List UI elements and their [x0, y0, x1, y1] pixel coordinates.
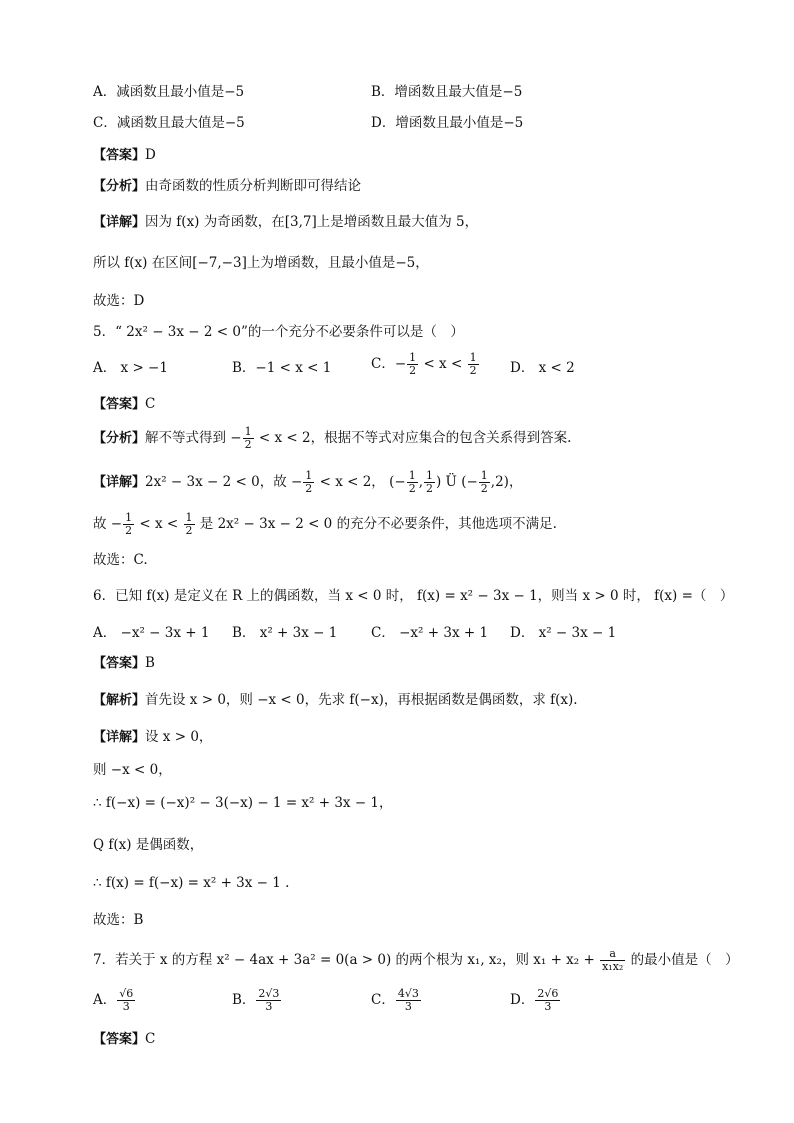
- fraction: [184, 512, 195, 537]
- q7-option-b: [232, 988, 282, 1013]
- answer-value: D: [145, 147, 156, 163]
- frac-den: 2: [409, 364, 417, 377]
- q5-option-a: A． x > −1: [93, 360, 168, 376]
- q6-detail-line-3: ∴ f(−x) = (−x)² − 3(−x) − 1 = x² + 3x − 1，: [93, 795, 393, 811]
- q6-answer: [93, 653, 155, 674]
- frac-den: 3: [122, 1000, 130, 1013]
- frac-num: 4√3: [397, 987, 419, 1000]
- q4-detail-line-2: 所以 f(x) 在区间[−7,−3]上为增函数，且最小值是−5，: [93, 255, 429, 271]
- frac-den: 2: [305, 482, 313, 495]
- analysis-text: 解不等式得到 −: [145, 430, 242, 446]
- q5-conclusion: 故选：C.: [93, 552, 148, 568]
- detail-text: 故 −: [93, 516, 123, 532]
- q6-option-c: C． −x² + 3x + 1: [371, 625, 489, 641]
- detail-text: ,2)，: [490, 474, 523, 490]
- q5-option-d: D． x < 2: [510, 360, 575, 376]
- option-expr: −1 < x < 1: [255, 360, 332, 376]
- frac-den: 2: [480, 482, 488, 495]
- q6-analysis: [93, 690, 578, 711]
- q6-detail-line-4: Q f(x) 是偶函数，: [93, 837, 204, 853]
- frac-num: 1: [125, 511, 133, 524]
- detail-text: ,: [418, 474, 423, 490]
- fraction: [535, 988, 560, 1013]
- q4-option-c: C．减函数且最大值是−5: [93, 115, 245, 131]
- detail-text: < x < 2，: [315, 474, 385, 490]
- fraction: [396, 988, 421, 1013]
- q6-stem: 6．已知 f(x) 是定义在 R 上的偶函数，当 x < 0 时， f(x) = x² − 3x − 1，则当 x > 0 时， f(x) =（ ）: [93, 588, 734, 604]
- detail-tag: 【详解】: [93, 475, 146, 490]
- detail-tag: 【详解】: [93, 730, 146, 745]
- frac-num: 1: [469, 351, 477, 364]
- fraction: [117, 988, 135, 1013]
- frac-den: 3: [265, 1000, 273, 1013]
- frac-num: 1: [480, 469, 488, 482]
- fraction: [123, 512, 134, 537]
- q6-option-d: D． x² − 3x − 1: [510, 625, 617, 641]
- fraction: [407, 352, 418, 377]
- fraction: [243, 426, 254, 451]
- fraction: [303, 470, 314, 495]
- q4-option-a: A．减函数且最小值是−5: [93, 84, 245, 100]
- q6-option-a: A． −x² − 3x + 1: [93, 625, 210, 641]
- frac-num: a: [600, 948, 625, 961]
- answer-tag: 【答案】: [93, 1032, 146, 1047]
- q5-stem: 5．“ 2x² − 3x − 2 < 0”的一个充分不必要条件可以是（ ）: [93, 324, 464, 340]
- option-label: A．: [93, 992, 117, 1008]
- frac-den: 2: [425, 482, 433, 495]
- detail-text: 设 x > 0，: [145, 729, 213, 745]
- frac-den: 3: [544, 1000, 552, 1013]
- detail-text: 因为 f(x) 为奇函数，在[3,7]上是增函数且最大值为 5，: [145, 214, 479, 230]
- option-label: C．: [371, 992, 395, 1008]
- option-label: B．: [232, 360, 256, 376]
- q6-detail-line-1: [93, 727, 212, 748]
- fraction: [479, 470, 490, 495]
- q6-detail-line-2: 则 −x < 0，: [93, 762, 172, 778]
- q4-option-d: D．增函数且最小值是−5: [371, 115, 524, 131]
- answer-tag: 【答案】: [93, 148, 146, 163]
- q5-option-b: [232, 358, 331, 378]
- frac-den: 2: [408, 482, 416, 495]
- q7-option-d: [510, 988, 561, 1013]
- fraction: [600, 948, 625, 973]
- frac-den: 3: [404, 1000, 412, 1013]
- detail-text: (−: [389, 474, 406, 490]
- frac-num: 1: [408, 469, 416, 482]
- frac-num: 1: [409, 351, 417, 364]
- detail-text: 2x² − 3x − 2 < 0，故 −: [145, 474, 303, 490]
- q7-stem: [93, 948, 739, 973]
- option-mid: < x <: [419, 356, 467, 372]
- q4-detail-line-1: [93, 212, 478, 233]
- q7-option-a: [93, 988, 136, 1013]
- q7-answer: [93, 1029, 155, 1050]
- q6-detail-line-5: ∴ f(x) = f(−x) = x² + 3x − 1 .: [93, 875, 290, 891]
- frac-den: 2: [244, 438, 252, 451]
- analysis-text: 首先设 x > 0，则 −x < 0，先求 f(−x)，再根据函数是偶函数，求 f(x).: [145, 692, 578, 708]
- q4-conclusion: 故选：D: [93, 293, 145, 309]
- analysis-text: 由奇函数的性质分析判断即可得结论: [145, 178, 362, 194]
- q4-option-b: B．增函数且最大值是−5: [371, 84, 523, 100]
- q5-answer: [93, 394, 155, 415]
- q6-option-b: B． x² + 3x − 1: [232, 625, 338, 641]
- frac-num: 1: [305, 469, 313, 482]
- q5-analysis: [93, 426, 571, 451]
- q7-option-c: [371, 988, 422, 1013]
- frac-den: 2: [125, 524, 133, 537]
- option-label: D．: [510, 992, 535, 1008]
- frac-num: 1: [425, 469, 433, 482]
- q5-detail-line-2: [93, 512, 557, 537]
- fraction: [407, 470, 418, 495]
- frac-den: x₁x₂: [602, 960, 624, 973]
- fraction: [468, 352, 479, 377]
- frac-num: 2√3: [258, 987, 280, 1000]
- frac-den: 2: [469, 364, 477, 377]
- option-label: B．: [232, 992, 256, 1008]
- answer-tag: 【答案】: [93, 397, 146, 412]
- frac-num: 2√6: [537, 987, 559, 1000]
- fraction: [256, 988, 281, 1013]
- answer-value: C: [145, 396, 156, 412]
- option-label: C．: [371, 356, 395, 372]
- q4-analysis: [93, 176, 361, 197]
- detail-tag: 【详解】: [93, 215, 146, 230]
- analysis-tag: 【解析】: [93, 693, 146, 708]
- fraction: [424, 470, 435, 495]
- analysis-text: < x < 2，根据不等式对应集合的包含关系得到答案.: [254, 430, 572, 446]
- answer-value: C: [145, 1031, 156, 1047]
- frac-num: √6: [119, 987, 134, 1000]
- frac-num: 1: [185, 511, 193, 524]
- q6-conclusion: 故选：B: [93, 912, 144, 928]
- stem-text: 的最小值是（ ）: [626, 952, 739, 968]
- minus-sign: −: [394, 356, 407, 372]
- analysis-tag: 【分析】: [93, 431, 146, 446]
- q4-answer: [93, 145, 156, 166]
- q5-detail-line-1: [93, 470, 522, 495]
- frac-num: 1: [244, 425, 252, 438]
- analysis-tag: 【分析】: [93, 179, 146, 194]
- answer-value: B: [145, 655, 155, 671]
- frac-den: 2: [185, 524, 193, 537]
- detail-text: ) Ü (−: [435, 474, 478, 490]
- detail-text: < x <: [135, 516, 183, 532]
- answer-tag: 【答案】: [93, 656, 146, 671]
- detail-text: 是 2x² − 3x − 2 < 0 的充分不必要条件，其他选项不满足.: [195, 516, 557, 532]
- q5-option-c: [371, 352, 480, 377]
- stem-text: 7．若关于 x 的方程 x² − 4ax + 3a² = 0(a > 0) 的两个根为 x₁, x₂，则 x₁ + x₂ +: [93, 952, 600, 968]
